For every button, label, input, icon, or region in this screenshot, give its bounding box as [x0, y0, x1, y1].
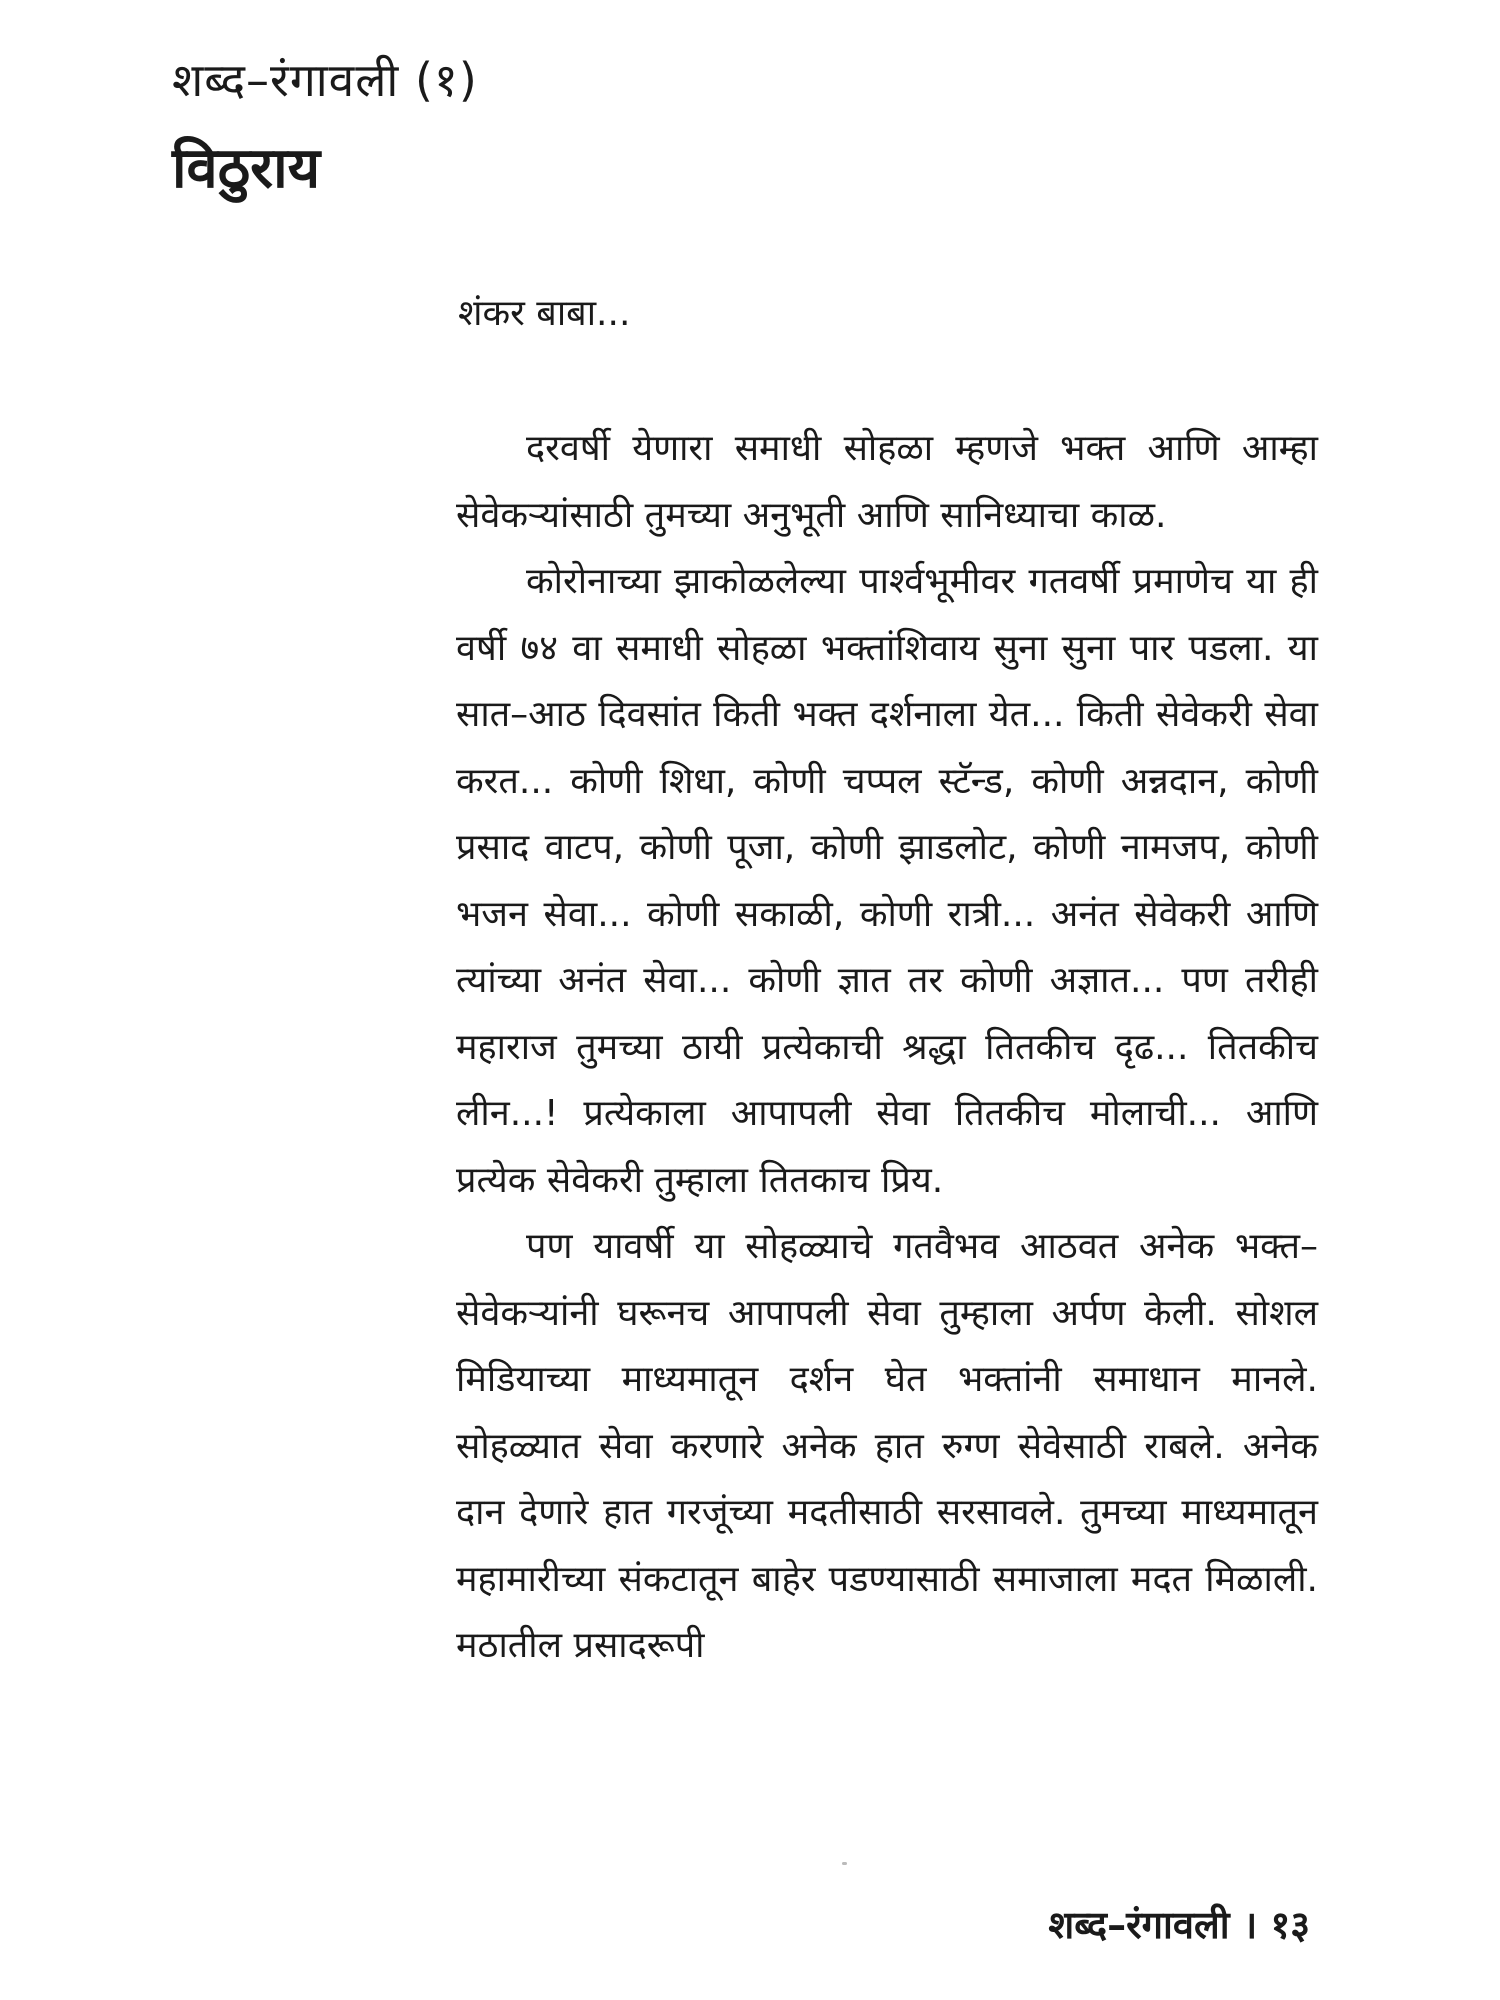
print-speck [842, 1862, 847, 1865]
letter-body [456, 416, 1318, 1680]
letter-salutation: शंकर बाबा... [458, 293, 631, 334]
chapter-title: विठुराय [172, 136, 321, 201]
paragraph: दरवर्षी येणारा समाधी सोहळा म्हणजे भक्त आणि आम्हा सेवेकऱ्यांसाठी तुमच्या अनुभूती आणि सानिध्याचा काळ. [456, 428, 1318, 536]
paragraph: कोरोनाच्या झाकोळलेल्या पार्श्वभूमीवर गतवर्षी प्रमाणेच या ही वर्षी ७४ वा समाधी सोहळा भक्तांशिवाय सुना सुना पार पडला. या सात–आठ दिवसांत किती भक्त दर्शनाला येत... किती सेवेकरी सेवा करत... कोणी शिधा, कोणी चप्पल स्टॅन्ड, कोणी अन्नदान, कोणी प्रसाद वाटप, कोणी पूजा, कोणी झाडलोट, कोणी नामजप, कोणी भजन सेवा... कोणी सकाळी, कोणी रात्री... अनंत सेवेकरी आणि त्यांच्या अनंत सेवा... कोणी ज्ञात तर कोणी अज्ञात... पण तरीही महाराज तुमच्या ठायी प्रत्येकाची श्रद्धा तितकीच दृढ... तितकीच लीन...! प्रत्येकाला आपापली सेवा तितकीच मोलाची... आणि प्रत्येक सेवेकरी तुम्हाला तितकाच प्रिय. [456, 561, 1318, 1201]
series-title: शब्द–रंगावली (१) [172, 53, 478, 107]
paragraph: पण यावर्षी या सोहळ्याचे गतवैभव आठवत अनेक भक्त–सेवेकऱ्यांनी घरूनच आपापली सेवा तुम्हाला अर्पण केली. सोशल मिडियाच्या माध्यमातून दर्शन घेत भक्तांनी समाधान मानले. सोहळ्यात सेवा करणारे अनेक हात रुग्ण सेवेसाठी राबले. अनेक दान देणारे हात गरजूंच्या मदतीसाठी सरसावले. तुमच्या माध्यमातून महामारीच्या संकटातून बाहेर पडण्यासाठी समाजाला मदत मिळाली. मठातील प्रसादरूपी [456, 1226, 1318, 1666]
page-footer: शब्द–रंगावली । १३ [1048, 1903, 1310, 1947]
